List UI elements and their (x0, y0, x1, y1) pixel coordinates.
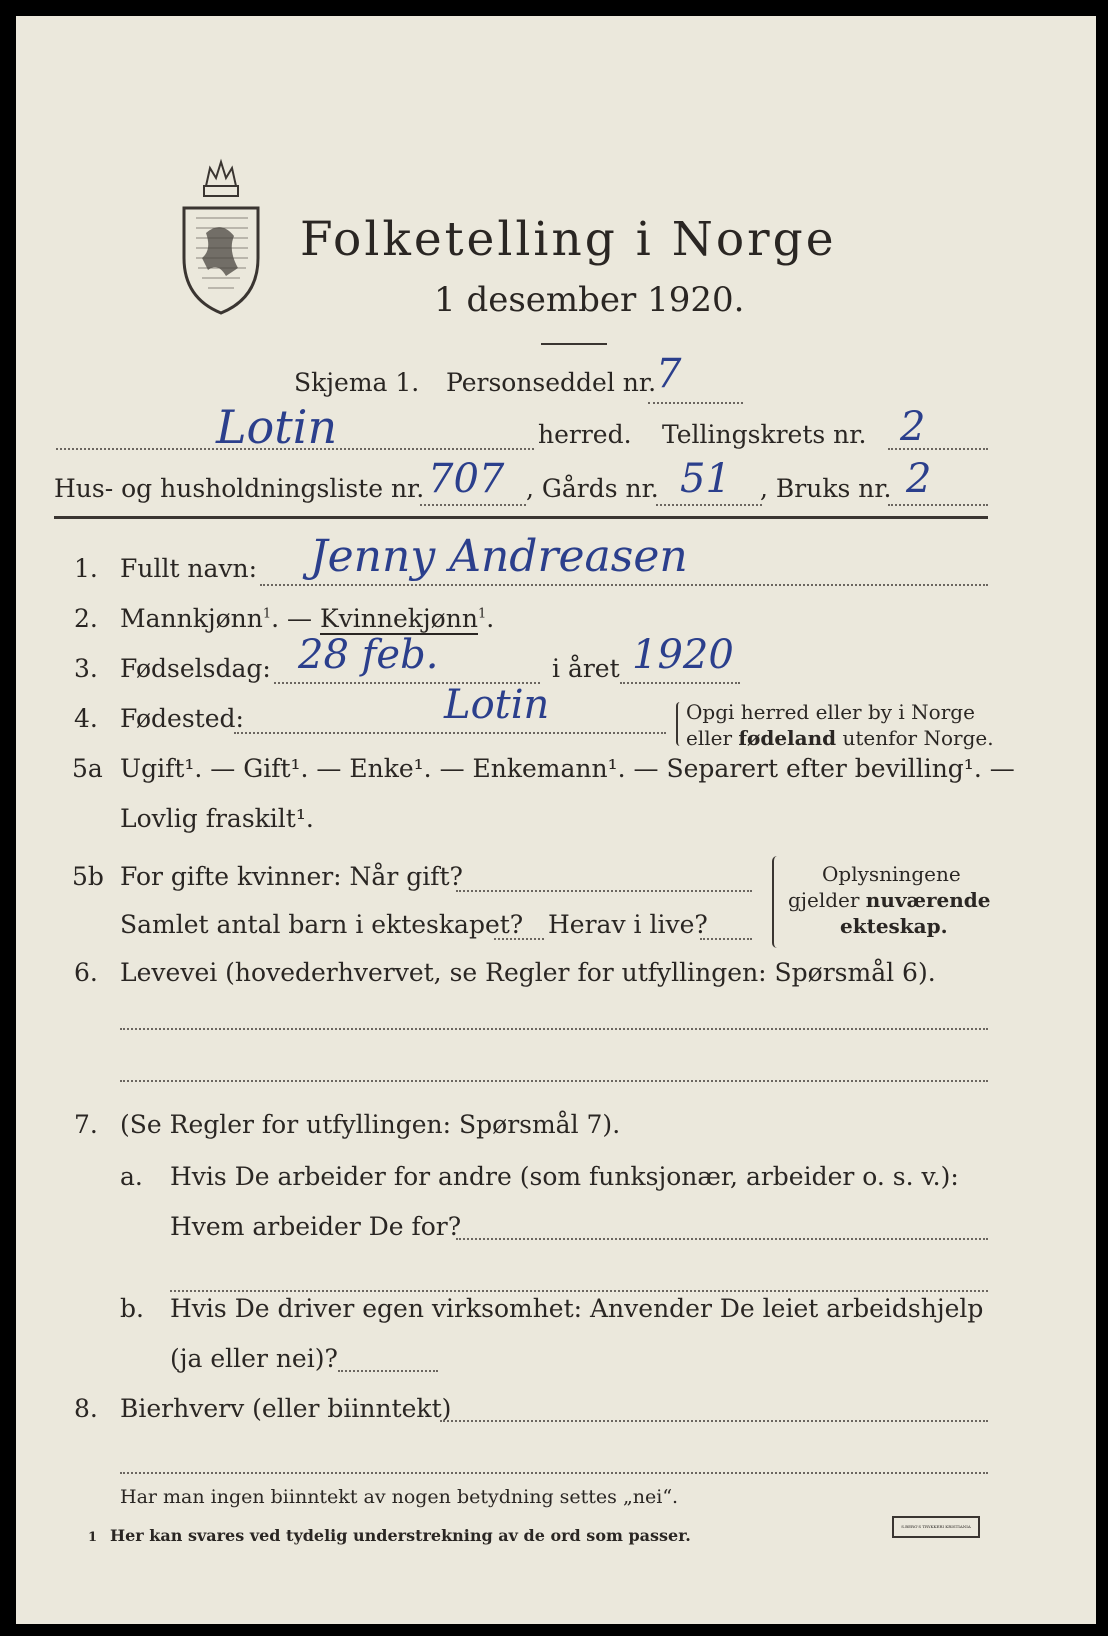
census-form-page (16, 16, 1096, 1624)
birth-year-value[interactable]: 1920 (632, 632, 734, 678)
q7-number: 7. (74, 1110, 98, 1139)
personseddel-line (648, 402, 743, 404)
herred-line (56, 448, 534, 450)
q5b-children-line (494, 938, 544, 940)
hus-value[interactable]: 707 (428, 456, 505, 502)
full-name-value[interactable]: Jenny Andreasen (310, 531, 688, 582)
q7b-line1: Hvis De driver egen virksomhet: Anvender De leiet arbeidshjelp (170, 1294, 984, 1323)
q8-answer-line (440, 1420, 988, 1422)
norwegian-lion-crest-icon (176, 158, 266, 318)
q4-number: 4. (74, 704, 98, 733)
q5b-alive-line (700, 938, 752, 940)
footnote-text: Her kan svares ved tydelig understrekning av de ord som passer. (110, 1526, 691, 1545)
census-date: 1 desember 1920. (434, 280, 745, 320)
q6-line-2 (120, 1080, 988, 1082)
q5b-married-when-line (456, 890, 752, 892)
q7b-line2: (ja eller nei)? (170, 1344, 338, 1373)
sex-female-option[interactable]: Kvinnekjønn (319, 604, 478, 633)
q7a-line1: Hvis De arbeider for andre (som funksjonær, arbeider o. s. v.): (170, 1162, 959, 1191)
q2-number: 2. (74, 604, 98, 633)
sex-separator: . — (271, 604, 320, 633)
q4-note-line2: eller fødeland utenfor Norge. (686, 726, 994, 750)
form-title: Folketelling i Norge (300, 212, 837, 267)
q5b-number: 5b (72, 862, 104, 891)
q5b-alive-label: Herav i live? (548, 910, 708, 939)
personseddel-label: Personseddel nr. (446, 368, 657, 397)
footer-note: Har man ingen biinntekt av nogen betydning settes „nei“. (120, 1486, 679, 1508)
herred-value[interactable]: Lotin (216, 400, 338, 454)
gards-line (656, 504, 762, 506)
q5b-note-brace (772, 856, 782, 948)
q6-label: Levevei (hovederhvervet, se Regler for utfyllingen: Spørsmål 6). (120, 958, 936, 987)
tellingskrets-line (888, 448, 988, 450)
hus-line (420, 504, 526, 506)
gards-value[interactable]: 51 (680, 456, 731, 502)
tellingskrets-label: Tellingskrets nr. (662, 420, 867, 449)
q1-line (260, 584, 988, 586)
q7b-letter: b. (120, 1294, 144, 1323)
q6-number: 6. (74, 958, 98, 987)
q5b-note-line2: gjelder nuværende (788, 888, 991, 912)
q4-label: Fødested: (120, 704, 244, 733)
q3-year-label: i året (552, 654, 620, 683)
title-divider (541, 343, 607, 345)
q4-line (234, 732, 666, 734)
tellingskrets-value[interactable]: 2 (900, 404, 926, 450)
q7-label: (Se Regler for utfyllingen: Spørsmål 7). (120, 1110, 621, 1139)
marital-status-options[interactable]: Ugift¹. — Gift¹. — Enke¹. — Enkemann¹. — Separert efter bevilling¹. — (120, 754, 1015, 783)
q1-label: Fullt navn: (120, 554, 258, 583)
bruks-line (888, 504, 988, 506)
bruks-label: , Bruks nr. (760, 474, 892, 503)
gards-label: , Gårds nr. (526, 474, 659, 503)
printer-stamp: S.BERG'S TRYKKERI KRISTIANIA (892, 1516, 980, 1538)
q3-year-line (620, 682, 740, 684)
birth-date-value[interactable]: 28 feb. (298, 632, 439, 678)
hus-label: Hus- og husholdningsliste nr. (54, 474, 425, 503)
q5a-number: 5a (72, 754, 103, 783)
q5b-married-when-label: For gifte kvinner: Når gift? (120, 862, 463, 891)
q8-answer-line-2 (120, 1472, 988, 1474)
q5b-note-line1: Oplysningene (822, 862, 961, 886)
q5b-note-line3: ekteskap. (840, 914, 948, 938)
q6-line-1 (120, 1028, 988, 1030)
q3-number: 3. (74, 654, 98, 683)
sex-male-option[interactable]: Mannkjønn (120, 604, 263, 633)
q1-number: 1. (74, 554, 98, 583)
q8-label: Bierhverv (eller biinntekt) (120, 1394, 452, 1423)
q3-label: Fødselsdag: (120, 654, 271, 683)
bruks-value[interactable]: 2 (906, 456, 932, 502)
footnote-mark: 1 (88, 1530, 98, 1545)
header-separator (54, 516, 988, 519)
personseddel-value[interactable]: 7 (656, 351, 682, 397)
q7a-answer-line (456, 1238, 988, 1240)
q5b-children-label: Samlet antal barn i ekteskapet? (120, 910, 524, 939)
herred-label: herred. (538, 420, 632, 449)
q4-note-line1: Opgi herred eller by i Norge (686, 700, 975, 724)
q8-number: 8. (74, 1394, 98, 1423)
q7a-letter: a. (120, 1162, 143, 1191)
q7a-line2: Hvem arbeider De for? (170, 1212, 462, 1241)
schema-prefix: Skjema 1. (294, 368, 420, 397)
q7a-answer-line-2 (170, 1290, 988, 1292)
q7b-answer-line (338, 1370, 438, 1372)
q4-note-brace (676, 702, 684, 746)
marital-status-divorced[interactable]: Lovlig fraskilt¹. (120, 804, 314, 833)
q2-row: Mannkjønn$^1$. — Kvinnekjønn$^1$. (120, 604, 495, 633)
birthplace-value[interactable]: Lotin (444, 682, 550, 728)
